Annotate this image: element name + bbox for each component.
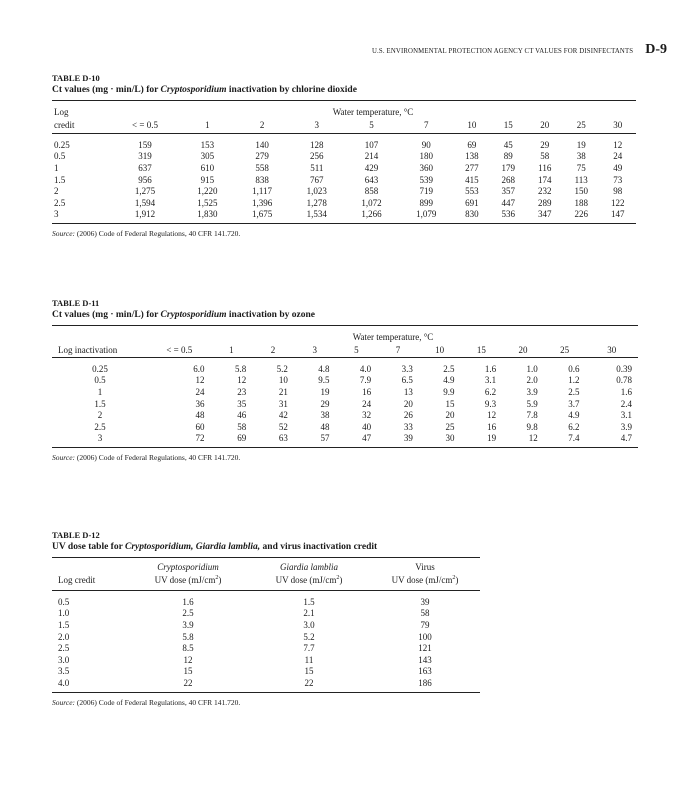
table-cell: 429: [364, 162, 379, 173]
table-cell: 19: [576, 139, 586, 150]
table-cell: 163: [418, 666, 432, 677]
row-label: 0.25: [54, 139, 70, 150]
row-label: 1.0: [58, 608, 70, 619]
table-row: [52, 642, 480, 654]
table-cell: 5.8: [182, 631, 194, 642]
table-cell: 1,266: [361, 209, 382, 220]
row-label: 1.5: [94, 398, 106, 409]
table-cell: 36: [195, 398, 205, 409]
table-cell: 15: [445, 398, 455, 409]
table-cell: 915: [200, 174, 215, 185]
table-cell: 25: [445, 421, 455, 432]
table-row: [52, 358, 638, 375]
table-cell: 226: [574, 209, 588, 220]
table-cell: 29: [320, 398, 330, 409]
table-cell: 3.9: [620, 421, 632, 432]
table-row: [52, 654, 480, 666]
table-cell: 73: [613, 174, 623, 185]
row-label: 1: [97, 386, 103, 397]
table-cell: 5.9: [526, 398, 538, 409]
stub-header: Log inactivation: [58, 344, 118, 355]
table-cell: 138: [465, 151, 479, 162]
row-label: 1: [54, 162, 59, 173]
table-cell: 79: [420, 619, 430, 630]
table-cell: 150: [574, 186, 588, 197]
column-header: 3: [312, 344, 317, 355]
table-cell: 16: [487, 421, 497, 432]
table-row: [52, 421, 638, 433]
column-header: 10: [435, 344, 445, 355]
column-header: 25: [560, 344, 570, 355]
table-cell: 140: [255, 139, 269, 150]
table-cell: 643: [364, 174, 379, 185]
table-cell: 180: [419, 151, 433, 162]
column-header: 2: [259, 120, 265, 130]
table-row: [52, 433, 638, 448]
table-cell: 357: [501, 186, 516, 197]
table-cell: 319: [138, 151, 152, 162]
table-cell: 147: [610, 209, 625, 220]
table-cell: 1,278: [306, 197, 327, 208]
column-header: 2: [270, 344, 276, 355]
column-header: 20: [540, 120, 550, 130]
column-header: 1: [205, 120, 210, 130]
table-cell: 553: [465, 186, 479, 197]
table-cell: 188: [574, 197, 588, 208]
table-cell: 29: [540, 139, 550, 150]
table-cell: 45: [503, 139, 513, 150]
table-cell: 1.6: [620, 386, 632, 397]
table-cell: 1,594: [134, 197, 156, 208]
table-cell: 49: [613, 162, 623, 173]
table-cell: 174: [538, 174, 552, 185]
table-cell: 11: [304, 654, 314, 665]
table-cell: 3.1: [484, 375, 497, 386]
table-cell: 107: [364, 139, 379, 150]
row-label: 0.5: [94, 375, 106, 386]
table-cell: 2.5: [182, 608, 194, 619]
table-d11-source: Source: (2006) Code of Federal Regulations, 40 CFR 141.720.: [52, 453, 241, 463]
table-cell: 289: [538, 197, 552, 208]
table-cell: 232: [538, 186, 552, 197]
table-d11-number: TABLE D-11: [52, 298, 100, 308]
table-cell: 4.7: [620, 433, 632, 444]
stub-header-line1: Log: [54, 107, 69, 117]
column-header: 20: [518, 344, 528, 355]
table-cell: 12: [487, 410, 497, 421]
table-cell: 1,675: [251, 209, 273, 220]
table-cell: 838: [255, 174, 269, 185]
table-cell: 24: [362, 398, 372, 409]
table-cell: 13: [403, 386, 413, 397]
table-cell: 35: [237, 398, 247, 409]
table-cell: 347: [538, 209, 552, 220]
table-d10: [52, 100, 636, 224]
table-cell: 39: [403, 433, 413, 444]
table-cell: 7.8: [526, 410, 538, 421]
table-cell: 7.7: [303, 643, 315, 654]
row-label: 2: [54, 186, 59, 197]
page-number: D-9: [645, 42, 667, 57]
table-cell: 6.5: [401, 375, 413, 386]
table-cell: 10: [278, 375, 288, 386]
table-d11-block: [52, 298, 638, 462]
column-header: 25: [576, 120, 586, 130]
table-cell: 1.6: [484, 363, 497, 374]
table-cell: 26: [403, 410, 413, 421]
table-cell: 830: [465, 209, 479, 220]
table-cell: 116: [538, 162, 552, 173]
table-cell: 69: [237, 433, 247, 444]
table-row: [52, 666, 480, 678]
table-cell: 1.5: [303, 596, 315, 607]
table-cell: 1,534: [306, 209, 327, 220]
column-header: 15: [476, 344, 486, 355]
table-cell: 5.2: [303, 631, 315, 642]
table-cell: 268: [501, 174, 516, 185]
table-cell: 39: [420, 596, 430, 607]
table-cell: 9.5: [318, 375, 330, 386]
row-label: 1.5: [54, 174, 66, 185]
table-cell: 3.1: [620, 410, 632, 421]
row-label: 1.5: [58, 619, 70, 630]
table-cell: 7.9: [359, 375, 372, 386]
table-row: [52, 608, 480, 620]
table-cell: 0.78: [616, 375, 632, 386]
table-cell: 719: [419, 186, 433, 197]
table-row: [52, 197, 636, 209]
table-d10-caption: Ct values (mg · min/L) for Cryptosporidium inactivation by chlorine dioxide: [52, 85, 357, 95]
row-label: 3.0: [58, 654, 70, 665]
col-header-giardia: Giardia lamblia UV dose $(mJ/cm^2)$: [275, 562, 343, 585]
table-cell: 90: [421, 139, 431, 150]
table-cell: 12: [613, 139, 623, 150]
table-cell: 48: [195, 410, 205, 421]
table-cell: 305: [200, 151, 215, 162]
table-cell: 52: [278, 421, 288, 432]
table-cell: 858: [364, 186, 379, 197]
table-row: [52, 375, 638, 387]
table-cell: 3.0: [303, 619, 315, 630]
table-cell: 33: [403, 421, 413, 432]
table-cell: 19: [320, 386, 330, 397]
row-label: 3: [97, 433, 103, 444]
table-cell: 3.7: [568, 398, 580, 409]
table-cell: 4.9: [443, 375, 455, 386]
table-cell: 57: [320, 433, 330, 444]
table-d12-caption: UV dose table for Cryptosporidium, Giardia lamblia, and virus inactivation credit: [52, 542, 378, 552]
table-d11: [52, 325, 638, 448]
column-header: 7: [395, 344, 401, 355]
row-label: 2.5: [94, 421, 106, 432]
table-d12-source: Source: (2006) Code of Federal Regulations, 40 CFR 141.720.: [52, 697, 241, 707]
row-label: 0.25: [92, 363, 108, 374]
column-header: 30: [613, 120, 623, 130]
table-cell: 1,079: [416, 209, 437, 220]
table-cell: 128: [310, 139, 324, 150]
table-cell: 58: [420, 608, 430, 619]
row-label: 0.5: [58, 596, 70, 607]
table-cell: 75: [576, 162, 586, 173]
table-cell: 610: [200, 162, 215, 173]
table-row: [52, 398, 638, 410]
table-d10-source: Source: (2006) Code of Federal Regulations, 40 CFR 141.720.: [52, 229, 241, 239]
table-cell: 47: [362, 433, 372, 444]
row-label: 2: [97, 410, 103, 421]
table-row: [52, 677, 480, 692]
column-header: 10: [467, 120, 477, 130]
table-cell: 899: [419, 197, 433, 208]
table-cell: 12: [528, 433, 538, 444]
table-cell: 22: [183, 677, 193, 688]
table-cell: 98: [613, 186, 623, 197]
column-header: < = 0.5: [166, 344, 193, 355]
column-header: 30: [607, 344, 617, 355]
table-cell: 558: [255, 162, 269, 173]
column-header: 1: [229, 344, 234, 355]
table-cell: 2.4: [620, 398, 632, 409]
table-cell: 38: [320, 410, 330, 421]
table-cell: 0.39: [616, 363, 632, 374]
column-header: < = 0.5: [132, 120, 158, 130]
table-cell: 121: [418, 643, 432, 654]
table-cell: 1,023: [306, 186, 327, 197]
table-cell: 143: [418, 654, 432, 665]
table-cell: 1,220: [197, 186, 218, 197]
table-row: [52, 151, 636, 163]
table-cell: 38: [576, 151, 586, 162]
row-label: 0.5: [54, 151, 66, 162]
table-cell: 19: [487, 433, 497, 444]
table-cell: 58: [237, 421, 247, 432]
table-cell: 159: [138, 139, 152, 150]
table-cell: 42: [278, 410, 288, 421]
table-cell: 1,912: [134, 209, 156, 220]
table-cell: 12: [195, 375, 205, 386]
column-header: 3: [314, 120, 320, 130]
table-cell: 2.5: [443, 363, 455, 374]
table-cell: 122: [610, 197, 625, 208]
table-cell: 8.5: [182, 643, 194, 654]
table-row: [52, 409, 638, 421]
table-cell: 31: [278, 398, 288, 409]
table-cell: 4.8: [318, 363, 330, 374]
table-row: [52, 134, 636, 151]
table-row: [52, 209, 636, 224]
table-cell: 360: [419, 162, 433, 173]
table-d10-block: [52, 73, 636, 238]
table-d12-number: TABLE D-12: [52, 530, 100, 540]
table-cell: 16: [362, 386, 372, 397]
table-cell: 89: [503, 151, 513, 162]
table-cell: 2.0: [526, 375, 538, 386]
table-cell: 20: [445, 410, 455, 421]
table-cell: 1.0: [526, 363, 538, 374]
table-cell: 1,525: [197, 197, 218, 208]
table-cell: 0.6: [568, 363, 580, 374]
table-cell: 5.2: [276, 363, 288, 374]
table-cell: 6.2: [484, 386, 497, 397]
table-cell: 767: [310, 174, 324, 185]
table-cell: 1,117: [252, 186, 273, 197]
table-cell: 72: [195, 433, 205, 444]
table-row: [52, 162, 636, 174]
table-cell: 7.4: [568, 433, 580, 444]
table-d12-block: [52, 530, 480, 707]
table-cell: 23: [237, 386, 247, 397]
table-cell: 1,072: [361, 197, 382, 208]
table-cell: 1.2: [568, 375, 580, 386]
table-cell: 179: [501, 162, 516, 173]
table-cell: 113: [574, 174, 588, 185]
spanner-header: Water temperature, °C: [352, 332, 434, 342]
table-cell: 60: [195, 421, 205, 432]
column-header: 5: [369, 120, 374, 130]
table-cell: 2.1: [303, 608, 315, 619]
column-header: 5: [354, 344, 359, 355]
table-cell: 100: [418, 631, 432, 642]
table-row: [52, 619, 480, 631]
table-cell: 447: [501, 197, 516, 208]
table-cell: 3.3: [401, 363, 413, 374]
table-cell: 46: [237, 410, 247, 421]
table-cell: 69: [467, 139, 477, 150]
row-label: 3: [54, 209, 59, 220]
table-cell: 5.8: [234, 363, 247, 374]
table-row: [52, 591, 480, 608]
running-head-title: U.S. ENVIRONMENTAL PROTECTION AGENCY CT VALUES FOR DISINFECTANTS: [372, 48, 634, 55]
table-d12: [52, 557, 480, 693]
table-cell: 3.9: [526, 386, 538, 397]
table-cell: 277: [465, 162, 479, 173]
stub-header: Log credit: [58, 575, 96, 585]
spanner-header: Water temperature, °C: [332, 107, 414, 117]
table-cell: 24: [613, 151, 623, 162]
table-cell: 536: [501, 209, 516, 220]
row-label: 4.0: [58, 677, 70, 688]
table-cell: 511: [310, 162, 324, 173]
table-cell: 30: [445, 433, 455, 444]
table-d10-number: TABLE D-10: [52, 73, 100, 83]
table-cell: 20: [403, 398, 413, 409]
table-cell: 956: [138, 174, 152, 185]
column-header: 7: [423, 120, 429, 130]
table-cell: 539: [419, 174, 433, 185]
table-cell: 9.3: [484, 398, 497, 409]
table-row: [52, 185, 636, 197]
table-cell: 3.9: [182, 619, 194, 630]
table-cell: 1,275: [134, 186, 156, 197]
table-cell: 58: [540, 151, 550, 162]
table-cell: 21: [278, 386, 288, 397]
row-label: 2.0: [58, 631, 70, 642]
table-cell: 15: [304, 666, 314, 677]
table-cell: 6.0: [193, 363, 205, 374]
table-cell: 1,830: [197, 209, 218, 220]
table-cell: 24: [195, 386, 205, 397]
table-cell: 1,396: [251, 197, 273, 208]
stub-header-line2: credit: [54, 120, 75, 130]
running-head: [372, 42, 667, 58]
table-cell: 4.9: [568, 410, 580, 421]
table-cell: 32: [362, 410, 372, 421]
table-cell: 40: [362, 421, 372, 432]
table-cell: 6.2: [568, 421, 580, 432]
table-cell: 12: [183, 654, 193, 665]
row-label: 2.5: [54, 197, 66, 208]
row-label: 3.5: [58, 666, 70, 677]
table-cell: 12: [237, 375, 247, 386]
table-row: [52, 631, 480, 643]
col-header-cryptosporidium: Cryptosporidium UV dose $(mJ/cm^2)$: [154, 562, 222, 585]
table-cell: 15: [183, 666, 193, 677]
table-cell: 153: [200, 139, 215, 150]
table-cell: 22: [304, 677, 314, 688]
table-row: [52, 174, 636, 186]
column-header: 15: [503, 120, 513, 130]
table-cell: 691: [465, 197, 479, 208]
table-cell: 214: [364, 151, 379, 162]
table-cell: 1.6: [182, 596, 194, 607]
table-cell: 9.8: [526, 421, 538, 432]
table-d11-caption: Ct values (mg · min/L) for Cryptosporidium inactivation by ozone: [52, 310, 315, 320]
row-label: 2.5: [58, 643, 70, 654]
col-header-virus: Virus UV dose $(mJ/cm^2)$: [391, 562, 459, 585]
table-cell: 9.9: [443, 386, 455, 397]
table-cell: 186: [418, 677, 432, 688]
table-cell: 63: [278, 433, 288, 444]
table-row: [52, 386, 638, 398]
table-cell: 256: [310, 151, 324, 162]
table-cell: 637: [138, 162, 152, 173]
table-cell: 4.0: [359, 363, 372, 374]
table-cell: 279: [255, 151, 269, 162]
table-cell: 415: [465, 174, 479, 185]
table-cell: 2.5: [568, 386, 580, 397]
table-cell: 48: [320, 421, 330, 432]
